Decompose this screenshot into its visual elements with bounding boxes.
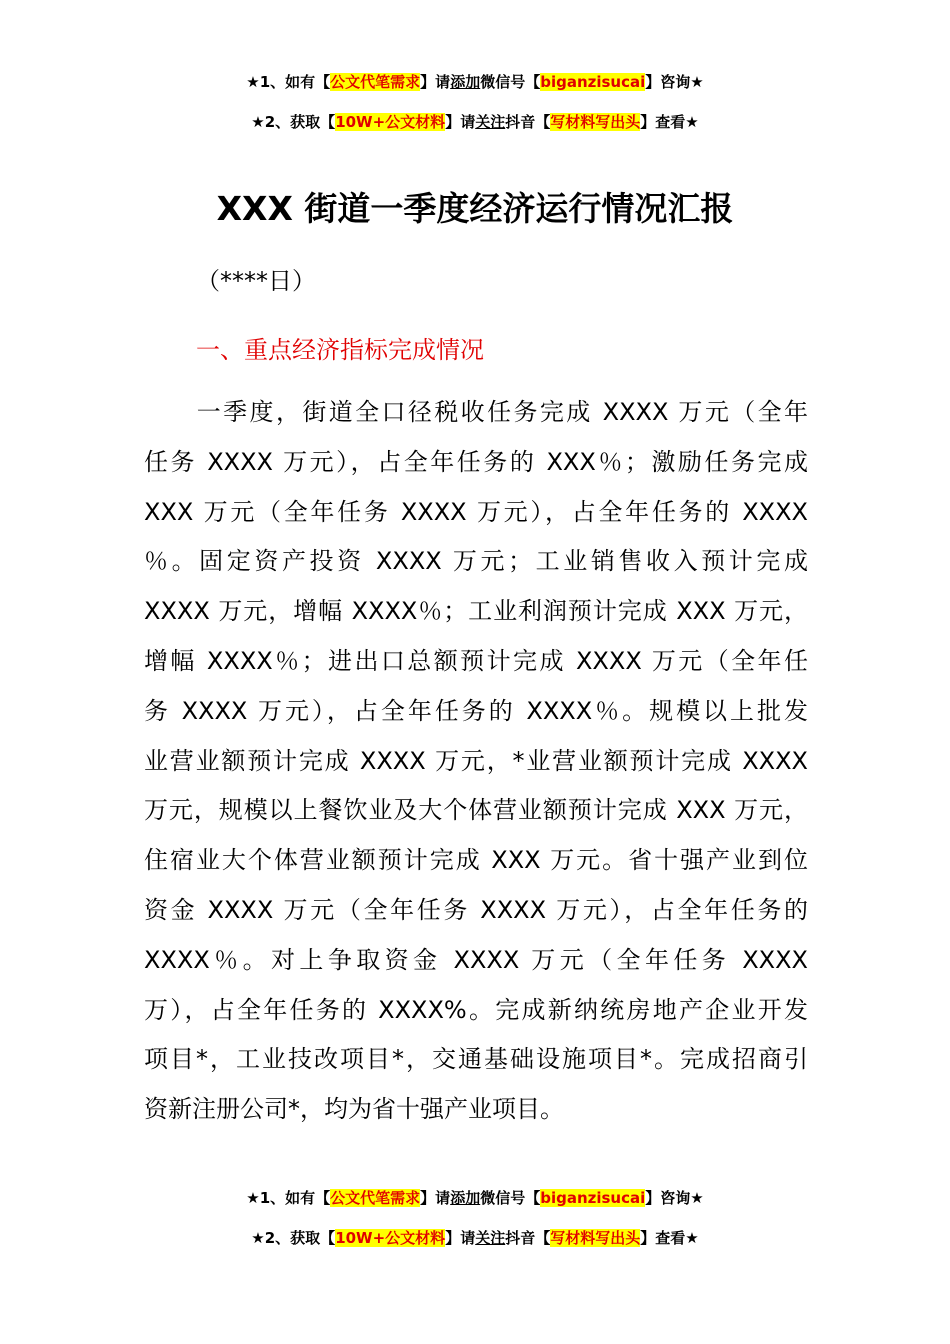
- document-title: XXX 街道一季度经济运行情况汇报: [216, 189, 734, 228]
- body-line: 资新注册公司*，均为省十强产业项目。: [144, 1095, 564, 1124]
- notice-text: 微信号【: [480, 1189, 541, 1207]
- notice-line-2: [0, 1228, 950, 1248]
- notice-text: ★1、如有【: [246, 73, 331, 91]
- body-line: 业营业额预计完成 XXXX 万元，*业营业额预计完成 XXXX: [144, 746, 808, 775]
- notice-text: 】请: [445, 113, 476, 131]
- notice-text: 】咨询★: [645, 1189, 704, 1207]
- notice-highlight: 写材料写出头: [550, 1229, 641, 1247]
- body-line: 一季度，街道全口径税收任务完成 XXXX 万元（全年: [144, 398, 808, 426]
- body-line: 万元，规模以上餐饮业及大个体营业额预计完成 XXX 万元，: [144, 796, 808, 825]
- notice-highlight: 写材料写出头: [550, 113, 641, 131]
- notice-text: 】请: [420, 73, 451, 91]
- notice-highlight: 10W+公文材料: [335, 1229, 446, 1247]
- notice-text: ★2、获取【: [251, 1229, 336, 1247]
- body-paragraph: [144, 388, 808, 1135]
- notice-line-1: [0, 72, 950, 92]
- document-date: （****日）: [196, 267, 316, 295]
- notice-text: 抖音【: [505, 113, 551, 131]
- notice-underlined: 关注: [475, 113, 506, 131]
- notice-underlined: 添加: [450, 73, 481, 91]
- notice-highlight: 公文代笔需求: [330, 73, 421, 91]
- notice-text: 】请: [420, 1189, 451, 1207]
- notice-line-2: [0, 112, 950, 132]
- notice-highlight: biganzisucai: [540, 1189, 646, 1207]
- notice-underlined: 添加: [450, 1189, 481, 1207]
- body-line: 增幅 XXXX％；进出口总额预计完成 XXXX 万元（全年任: [144, 646, 808, 675]
- notice-text: 微信号【: [480, 73, 541, 91]
- notice-line-1: [0, 1188, 950, 1208]
- notice-text: 】咨询★: [645, 73, 704, 91]
- body-line: 务 XXXX 万元），占全年任务的 XXXX％。规模以上批发: [144, 696, 808, 725]
- notice-highlight: 公文代笔需求: [330, 1189, 421, 1207]
- body-line: 资金 XXXX 万元（全年任务 XXXX 万元），占全年任务的: [144, 895, 808, 924]
- body-line: XXXX％。对上争取资金 XXXX 万元（全年任务 XXXX: [144, 945, 808, 974]
- body-line: 项目*，工业技改项目*，交通基础设施项目*。完成招商引: [144, 1045, 808, 1074]
- notice-text: 】查看★: [640, 113, 699, 131]
- body-line: 任务 XXXX 万元），占全年任务的 XXX％；激励任务完成: [144, 447, 808, 476]
- notice-text: 】请: [445, 1229, 476, 1247]
- body-line: 万），占全年任务的 XXXX%。完成新纳统房地产企业开发: [144, 995, 808, 1024]
- notice-text: 抖音【: [505, 1229, 551, 1247]
- notice-text: 】查看★: [640, 1229, 699, 1247]
- notice-highlight: 10W+公文材料: [335, 113, 446, 131]
- notice-underlined: 关注: [475, 1229, 506, 1247]
- body-line: 住宿业大个体营业额预计完成 XXX 万元。省十强产业到位: [144, 846, 808, 875]
- body-line: XXXX 万元，增幅 XXXX％；工业利润预计完成 XXX 万元，: [144, 597, 808, 626]
- notice-highlight: biganzisucai: [540, 73, 646, 91]
- body-line: XXX 万元（全年任务 XXXX 万元），占全年任务的 XXXX: [144, 497, 808, 526]
- body-line: ％。固定资产投资 XXXX 万元；工业销售收入预计完成: [144, 547, 808, 576]
- section-heading: 一、重点经济指标完成情况: [196, 336, 484, 364]
- notice-text: ★1、如有【: [246, 1189, 331, 1207]
- notice-text: ★2、获取【: [251, 113, 336, 131]
